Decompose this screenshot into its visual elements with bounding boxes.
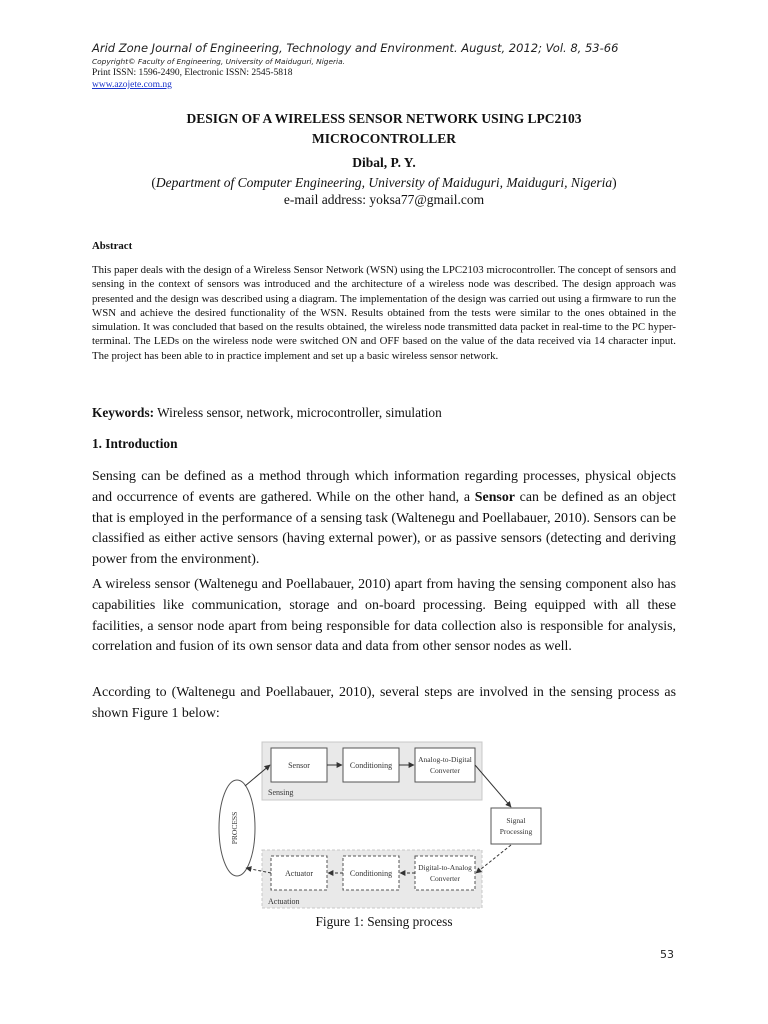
intro-p1-part-a: Sensing can be defined as a method through which information regarding processes, physical objects and occurrence of events are gathered. While on the other hand, a bbox=[92, 469, 676, 505]
keywords-line bbox=[92, 405, 676, 421]
abstract-text: This paper deals with the design of a Wireless Sensor Network (WSN) using the LPC2103 microcontroller. The concept of sensors and sensing in the context of sensors was introduced and the architecture of a wireless node was described. The design approach was presented and the design was described using a diagram. The implementation of the design was carried out using a firmware to run the WSN and achieve the desired functionality of the WSN. Results obtained from the tests were similar to the ones obtained in the simulation. It was concluded that based on the results obtained, the wireless node transmitted data packet in real-time to the PC hyper-terminal. The LEDs on the wireless node were switched ON and OFF based on the value of the data received via 14 character input. The project has been able to in practice implement and set up a basic wireless sensor network. bbox=[92, 264, 676, 362]
conditioning-bottom-label: Conditioning bbox=[349, 869, 393, 878]
author-name: Dibal, P. Y. bbox=[352, 155, 416, 170]
sensing-process-diagram bbox=[215, 738, 545, 910]
journal-url-link[interactable]: www.azojete.com.ng bbox=[92, 80, 172, 90]
adc-box bbox=[415, 748, 475, 782]
journal-header: Arid Zone Journal of Engineering, Technology and Environment. August, 2012; Vol. 8, 53-66 bbox=[92, 41, 619, 55]
affiliation-close-paren: ) bbox=[612, 175, 617, 190]
paper-title-line-2: MICROCONTROLLER bbox=[311, 131, 456, 146]
sensor-label: Sensor bbox=[288, 761, 310, 770]
signal-processing-line-2: Processing bbox=[499, 827, 533, 836]
copyright-line: Copyright© Faculty of Engineering, University of Maiduguri, Nigeria. bbox=[92, 57, 345, 66]
affiliation-open-paren: ( bbox=[151, 175, 156, 190]
dac-box bbox=[415, 856, 475, 890]
page-number: 53 bbox=[660, 948, 674, 961]
process-label: PROCESS bbox=[230, 811, 239, 845]
keywords-label: Keywords: bbox=[92, 405, 155, 420]
dac-label-line-2: Converter bbox=[430, 874, 460, 883]
actuation-group-label: Actuation bbox=[268, 897, 300, 906]
adc-label-line-2: Converter bbox=[430, 766, 460, 775]
intro-p1-bold-sensor: Sensor bbox=[474, 489, 515, 505]
conditioning-top-label: Conditioning bbox=[349, 761, 393, 770]
keywords-text: Wireless sensor, network, microcontroller, simulation bbox=[154, 405, 442, 420]
author-email: e-mail address: yoksa77@gmail.com bbox=[283, 192, 485, 207]
issn-line: Print ISSN: 1596-2490, Electronic ISSN: 2545-5818 bbox=[92, 68, 293, 78]
actuator-label: Actuator bbox=[285, 869, 313, 878]
author-affiliation bbox=[92, 175, 676, 191]
paper-title-line-1: DESIGN OF A WIRELESS SENSOR NETWORK USING LPC2103 bbox=[186, 111, 582, 126]
sensing-group-label: Sensing bbox=[268, 788, 294, 797]
intro-p1-part-b: can be defined as an object that is employed in the performance of a sensing task (Waltenegu and Poellabauer, 2010). Sensors can be classified as either active sensors (having external power), or as passive sensors (detecting and deriving power from the environment). bbox=[92, 489, 676, 568]
intro-paragraph-3: According to (Waltenegu and Poellabauer, 2010), several steps are involved in the sensing process as shown Figure 1 below: bbox=[92, 685, 676, 721]
signal-processing-line-1: Signal bbox=[506, 816, 526, 825]
intro-paragraph-2: A wireless sensor (Waltenegu and Poellabauer, 2010) apart from having the sensing component also has capabilities like communication, storage and on-board processing. Being equipped with all these facilities, a sensor node apart from being responsible for data collection also is responsible for analysis, correlation and fusion of its own sensor data and data from other sensor nodes as well. bbox=[92, 577, 676, 655]
affiliation-text: Department of Computer Engineering, University of Maiduguri, Maiduguri, Nigeria bbox=[155, 175, 613, 190]
abstract-heading: Abstract bbox=[92, 240, 133, 252]
section-heading-introduction: 1. Introduction bbox=[92, 436, 178, 451]
intro-paragraph-1 bbox=[92, 467, 676, 571]
dac-label-line-1: Digital-to-Analog bbox=[418, 863, 472, 872]
adc-label-line-1: Analog-to-Digital bbox=[418, 755, 472, 764]
signal-processing-box bbox=[491, 808, 541, 844]
figure-caption: Figure 1: Sensing process bbox=[315, 914, 453, 929]
